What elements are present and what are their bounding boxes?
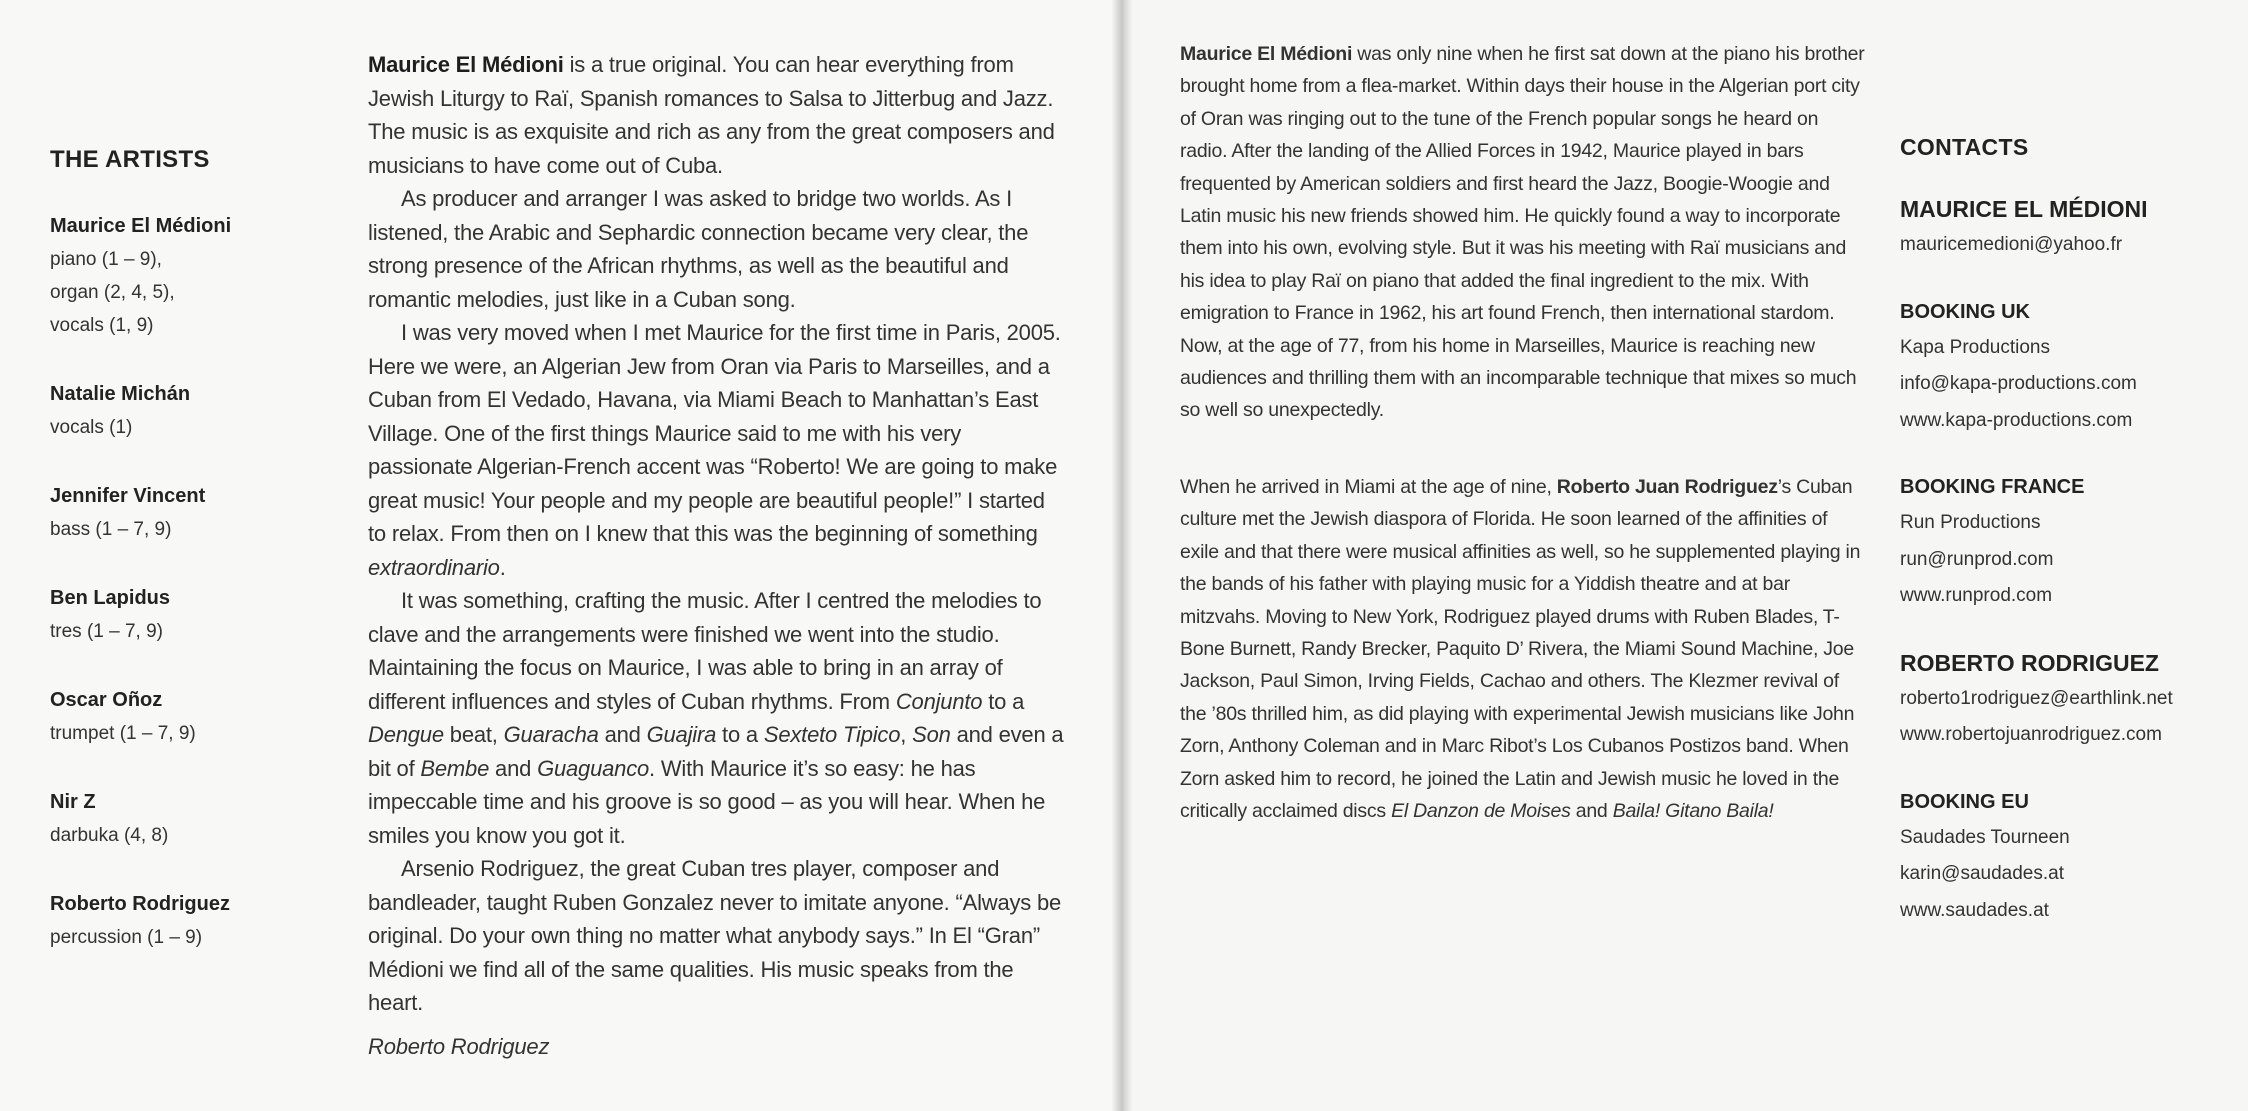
artist-name: Natalie Michán <box>50 383 191 405</box>
essay-paragraph-1: Maurice El Médioni is a true original. You can hear everything from Jewish Liturgy to Raï, Spanish romances to Salsa to Jitterbug and Jazz. The music is as exquisite and rich as any from the great composers and musicians to have come out of Cuba. <box>368 52 1055 178</box>
contact-booking-france <box>1900 469 2220 615</box>
artist-role: bass (1 – 7, 9) <box>50 519 172 540</box>
artist-role: tres (1 – 7, 9) <box>50 621 163 642</box>
bio-paragraph-roberto: When he arrived in Miami at the age of nine, Roberto Juan Rodriguez’s Cuban culture met the Jewish diaspora of Florida. He soon learned of the affinities of exile and that there were musical affinities as well, so he supplemented playing in the bands of his father with playing music for a Yiddish theatre and at bar mitzvahs. Moving to New York, Rodriguez played drums with Ruben Blades, T-Bone Burnett, Randy Brecker, Paquito D’ Rivera, the Miami Sound Machine, Joe Jackson, Paul Simon, Irving Fields, Cachao and others. The Klezmer revival of the ’80s thrilled him, as did playing with experimental Jewish musicians like John Zorn, Anthony Coleman and in Marc Ribot’s Los Cubanos Postizos band. When Zorn asked him to record, he joined the Latin and Jewish music he loved in the critically acclaimed discs El Danzon de Moises and Baila! Gitano Baila! <box>1180 475 1861 822</box>
artist-entry <box>50 582 310 648</box>
booking-eu-title: BOOKING EU <box>1900 790 2029 813</box>
bio-paragraph-maurice: Maurice El Médioni was only nine when he first sat down at the piano his brother brought home from a flea-market. Within days their house in the Algerian port city of Oran was ringing out to the tune of the French popular songs he heard on radio. After the landing of the Allied Forces in 1942, Maurice played in bars frequented by American soldiers and first heard the Jazz, Boogie-Woogie and Latin music his new friends showed him. He quickly found a way to incorporate them into his own, evolving style. But it was his meeting with Raï musicians and his idea to play Raï on piano that added the final ingredient to the mix. With emigration to France in 1962, his art found French, then international stardom. Now, at the age of 77, from his home in Marseilles, Maurice is reaching new audiences and thrilling them with an incomparable technique that mixes so much so well so unexpectedly. <box>1180 43 1865 422</box>
artist-role: vocals (1) <box>50 417 133 438</box>
contact-roberto-web: www.robertojuanrodriguez.com <box>1900 724 2162 745</box>
booking-eu-company: Saudades Tourneen <box>1900 826 2070 848</box>
essay-paragraph-5: Arsenio Rodriguez, the great Cuban tres player, composer and bandleader, taught Ruben Gonzalez never to imitate anyone. “Always be original. Do your own thing no matter what anybody says.” In El “Gran” Médioni we find all of the same qualities. His music speaks from the heart. <box>368 856 1062 1015</box>
booking-uk-email: info@kapa-productions.com <box>1900 373 2137 394</box>
artist-entry <box>50 786 310 852</box>
contact-booking-uk <box>1900 294 2220 440</box>
booking-france-web: www.runprod.com <box>1900 585 2053 606</box>
booking-uk-web: www.kapa-productions.com <box>1900 409 2133 431</box>
bio-column <box>1180 38 1870 871</box>
artist-name: Maurice El Médioni <box>50 215 232 237</box>
booking-france-email: run@runprod.com <box>1900 548 2054 570</box>
artist-entry <box>50 480 310 546</box>
artist-name: Ben Lapidus <box>50 587 171 609</box>
contact-roberto-email: roberto1rodriguez@earthlink.net <box>1900 687 2173 709</box>
artists-column <box>50 146 310 954</box>
booking-france-company: Run Productions <box>1900 512 2041 533</box>
artists-heading: THE ARTISTS <box>50 146 210 173</box>
artist-role: percussion (1 – 9) <box>50 927 203 948</box>
essay-lead-name: Maurice El Médioni <box>368 52 564 77</box>
contact-maurice <box>1900 191 2220 264</box>
booking-france-title: BOOKING FRANCE <box>1900 476 2085 498</box>
artist-name: Roberto Rodriguez <box>50 893 230 915</box>
artist-name: Jennifer Vincent <box>50 485 206 507</box>
bio-maurice-name: Maurice El Médioni <box>1180 43 1353 65</box>
artist-list <box>50 210 310 954</box>
artist-role: organ (2, 4, 5), <box>50 282 175 303</box>
contact-roberto-title: ROBERTO RODRIGUEZ <box>1900 649 2159 676</box>
contact-roberto <box>1900 645 2220 754</box>
artist-role: darbuka (4, 8) <box>50 825 169 846</box>
contacts-heading: CONTACTS <box>1900 134 2029 160</box>
essay-column <box>368 48 1068 1063</box>
artist-entry <box>50 378 310 444</box>
bio-roberto-name: Roberto Juan Rodriguez <box>1556 475 1778 498</box>
essay-paragraph-4: It was something, crafting the music. After I centred the melodies to clave and the arrangements were finished we went into the studio. Maintaining the focus on Maurice, I was able to bring in an array of different influences and styles of Cuban rhythms. From Conjunto to a Dengue beat, Guaracha and Guajira to a Sexteto Tipico, Son and even a bit of Bembe and Guaguanco. With Maurice it’s so easy: he has impeccable time and his groove is so good – as you will hear. When he smiles you know you got it. <box>368 588 1064 848</box>
contact-booking-eu <box>1900 784 2220 930</box>
artist-role: trumpet (1 – 7, 9) <box>50 723 196 744</box>
contact-maurice-title: MAURICE EL MÉDIONI <box>1900 196 2148 222</box>
artist-name: Nir Z <box>50 791 96 813</box>
contacts-column <box>1900 134 2220 929</box>
essay-paragraph-2: As producer and arranger I was asked to bridge two worlds. As I listened, the Arabic and Sephardic connection became very clear, the strong presence of the African rhythms, as well as the beautiful and romantic melodies, just like in a Cuban song. <box>368 186 1029 312</box>
contact-maurice-email: mauricemedioni@yahoo.fr <box>1900 234 2123 255</box>
artist-role: piano (1 – 9), <box>50 249 162 270</box>
booking-eu-email: karin@saudades.at <box>1900 863 2064 884</box>
artist-name: Oscar Oñoz <box>50 689 163 711</box>
artist-entry <box>50 684 310 750</box>
book-gutter <box>1112 0 1132 1111</box>
essay-signature: Roberto Rodriguez <box>368 1033 550 1059</box>
artist-entry <box>50 210 310 342</box>
artist-role: vocals (1, 9) <box>50 315 154 336</box>
essay-paragraph-3: I was very moved when I met Maurice for the first time in Paris, 2005. Here we were, an Algerian Jew from Oran via Paris to Marseilles, and a Cuban from El Vedado, Havana, via Miami Beach to Manhattan’s East Village. One of the first things Maurice said to me with his very passionate Algerian-French accent was “Roberto! We are going to make great music! Your people and my people are beautiful people!” I started to relax. From then on I knew that this was the beginning of something extraordinario. <box>368 320 1061 580</box>
booking-eu-web: www.saudades.at <box>1900 899 2049 921</box>
booking-uk-company: Kapa Productions <box>1900 336 2050 358</box>
booking-uk-title: BOOKING UK <box>1900 300 2030 323</box>
artist-entry <box>50 888 310 954</box>
